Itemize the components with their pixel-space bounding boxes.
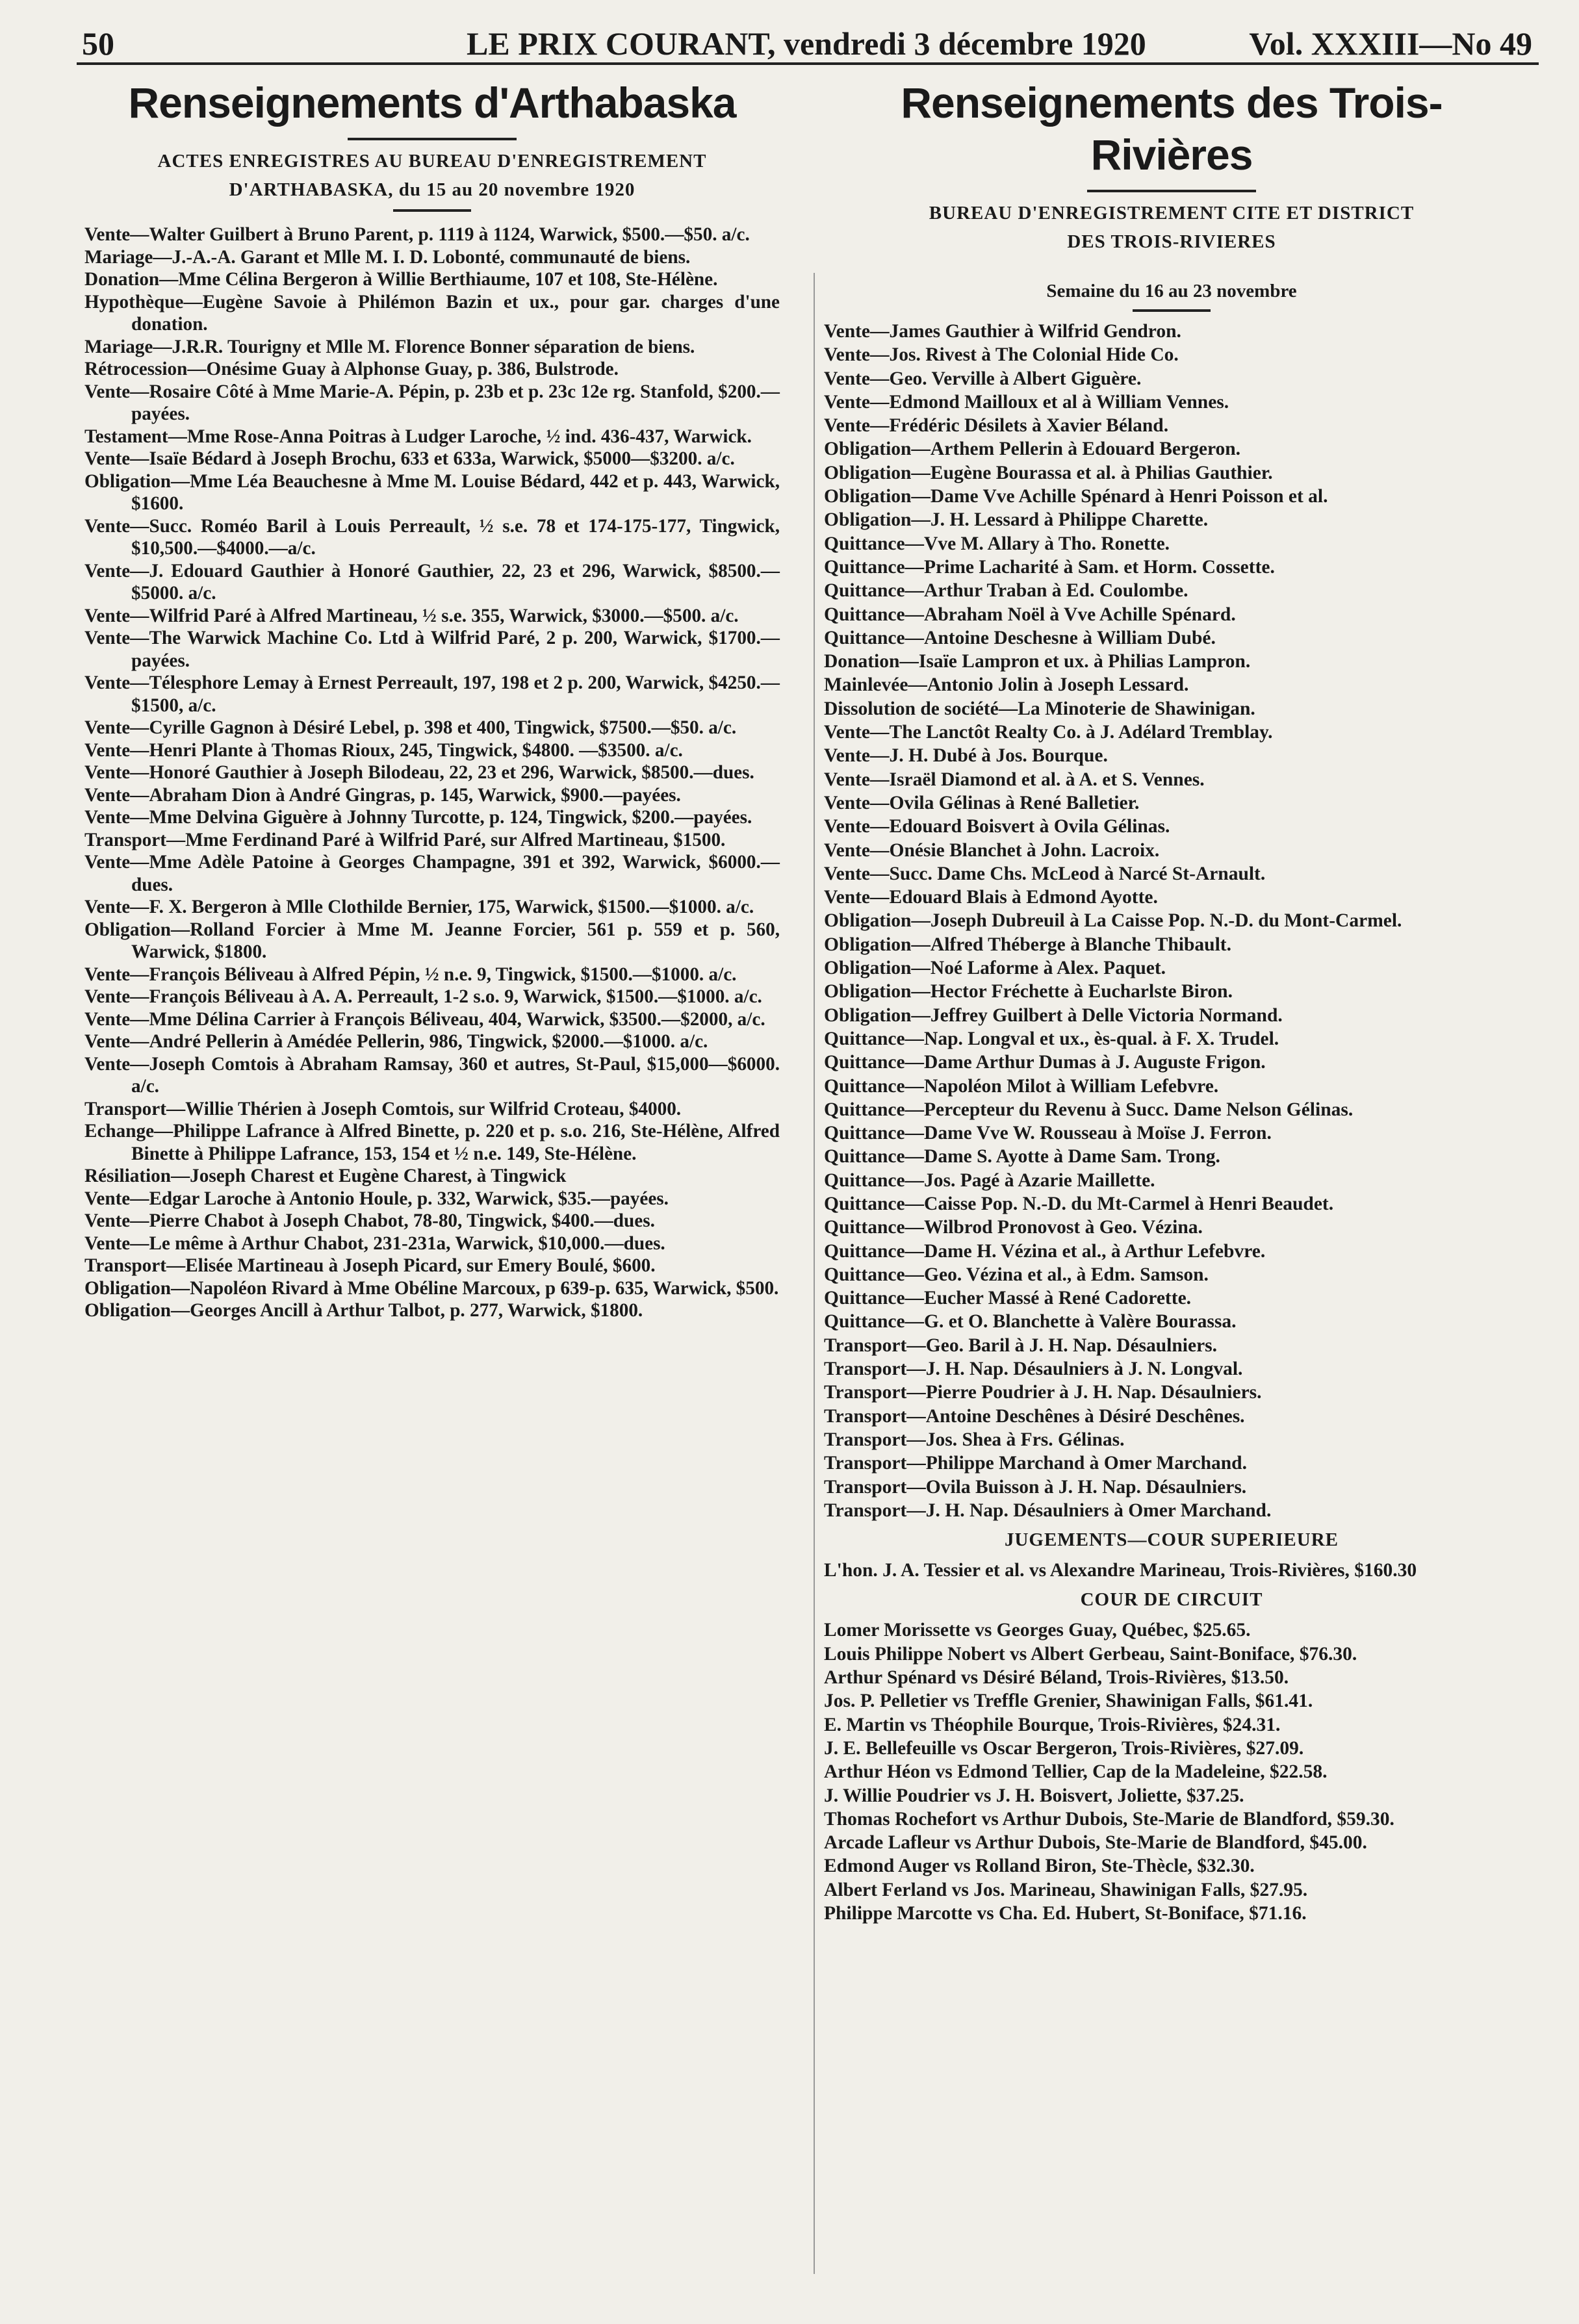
- list-item: Obligation—Mme Léa Beauchesne à Mme M. Louise Bédard, 442 et p. 443, Warwick, $1600.: [84, 470, 780, 514]
- list-item: Quittance—Dame Arthur Dumas à J. Auguste Frigon.: [824, 1052, 1266, 1073]
- list-item: Vente—J. H. Dubé à Jos. Bourque.: [824, 745, 1108, 767]
- list-item: Transport—Philippe Marchand à Omer Marchand.: [824, 1453, 1247, 1474]
- list-item: Vente—Israël Diamond et al. à A. et S. Vennes.: [824, 769, 1205, 790]
- list-item: Obligation—Joseph Dubreuil à La Caisse Pop. N.-D. du Mont-Carmel.: [824, 910, 1402, 932]
- list-item: Vente—The Lanctôt Realty Co. à J. Adélard Tremblay.: [824, 722, 1273, 743]
- volume-number: Vol. XXXIII—No 49: [1249, 25, 1532, 62]
- list-item: L'hon. J. A. Tessier et al. vs Alexandre Marineau, Trois-Rivières, $160.30: [824, 1560, 1417, 1581]
- list-item: Obligation—Arthem Pellerin à Edouard Bergeron.: [824, 439, 1241, 460]
- list-item: Vente—Jos. Rivest à The Colonial Hide Co.: [824, 344, 1179, 366]
- list-item: Quittance—Caisse Pop. N.-D. du Mt-Carmel à Henri Beaudet.: [824, 1193, 1334, 1214]
- list-item: Vente—F. X. Bergeron à Mlle Clothilde Bernier, 175, Warwick, $1500.—$1000. a/c.: [84, 897, 754, 917]
- list-item: Vente—James Gauthier à Wilfrid Gendron.: [824, 321, 1181, 342]
- list-item: Vente—Rosaire Côté à Mme Marie-A. Pépin, p. 23b et p. 23c 12e rg. Stanfold, $200.—payées.: [84, 381, 780, 424]
- list-item: Vente—Frédéric Désilets à Xavier Béland.: [824, 415, 1169, 437]
- list-item: Quittance—Dame H. Vézina et al., à Arthur Lefebvre.: [824, 1240, 1266, 1262]
- list-item: Vente—Mme Adèle Patoine à Georges Champagne, 391 et 392, Warwick, $6000.—dues.: [84, 852, 780, 895]
- list-item: Mariage—J.R.R. Tourigny et Mlle M. Florence Bonner séparation de biens.: [84, 336, 695, 357]
- list-item: Vente—Mme Délina Carrier à François Béliveau, 404, Warwick, $3500.—$2000, a/c.: [84, 1008, 765, 1030]
- list-item: Vente—Onésie Blanchet à John. Lacroix.: [824, 839, 1160, 861]
- list-item: Transport—Elisée Martineau à Joseph Picard, sur Emery Boulé, $600.: [84, 1255, 656, 1276]
- list-item: Quittance—Wilbrod Pronovost à Geo. Vézina.: [824, 1217, 1203, 1238]
- left-column-title: Renseignements d'Arthabaska: [128, 79, 736, 127]
- jugements-heading: JUGEMENTS—COUR SUPERIEURE: [1004, 1529, 1339, 1551]
- list-item: Quittance—Prime Lacharité à Sam. et Horm. Cossette.: [824, 556, 1275, 578]
- list-item: Lomer Morissette vs Georges Guay, Québec, $25.65.: [824, 1620, 1251, 1641]
- list-item: Hypothèque—Eugène Savoie à Philémon Bazin et ux., pour gar. charges d'une donation.: [84, 291, 780, 335]
- list-item: Quittance—Napoléon Milot à William Lefebvre.: [824, 1075, 1219, 1097]
- week-rule: [1133, 309, 1211, 312]
- list-item: Echange—Philippe Lafrance à Alfred Binette, p. 220 et p. s.o. 216, Ste-Hélène, Alfred Binette à Philippe Lafrance, 153, 154 et ½ n.e. 149, Ste-Hélène.: [84, 1121, 780, 1164]
- circuit-list: [824, 1618, 1519, 1925]
- list-item: Arthur Spénard vs Désiré Béland, Trois-Rivières, $13.50.: [824, 1667, 1289, 1689]
- list-item: Transport—Ovila Buisson à J. H. Nap. Désaulniers.: [824, 1476, 1247, 1498]
- list-item: Vente—Edmond Mailloux et al à William Vennes.: [824, 391, 1229, 413]
- list-item: Obligation—Dame Vve Achille Spénard à Henri Poisson et al.: [824, 486, 1328, 507]
- list-item: Quittance—Jos. Pagé à Azarie Maillette.: [824, 1169, 1155, 1191]
- list-item: Transport—Willie Thérien à Joseph Comtois, sur Wilfrid Croteau, $4000.: [84, 1098, 682, 1119]
- column-divider: [814, 273, 815, 2274]
- jugements-list: [824, 1559, 1519, 1582]
- list-item: Vente—Pierre Chabot à Joseph Chabot, 78-80, Tingwick, $400.—dues.: [84, 1210, 655, 1231]
- left-column: [84, 77, 780, 1322]
- left-subtitle-line2: D'ARTHABASKA, du 15 au 20 novembre 1920: [229, 179, 635, 200]
- list-item: Quittance—Arthur Traban à Ed. Coulombe.: [824, 580, 1188, 602]
- title-rule: [1087, 190, 1256, 192]
- list-item: Vente—André Pellerin à Amédée Pellerin, 986, Tingwick, $2000.—$1000. a/c.: [84, 1031, 708, 1052]
- list-item: Vente—Edgar Laroche à Antonio Houle, p. 332, Warwick, $35.—payées.: [84, 1188, 669, 1209]
- masthead: [77, 19, 1539, 65]
- subtitle-rule: [393, 209, 471, 212]
- page-number: 50: [82, 25, 114, 62]
- right-subtitle-line1: BUREAU D'ENREGISTREMENT CITE ET DISTRICT: [929, 203, 1415, 223]
- list-item: Vente—Honoré Gauthier à Joseph Bilodeau, 22, 23 et 296, Warwick, $8500.—dues.: [84, 762, 754, 783]
- list-item: Vente—Ovila Gélinas à René Balletier.: [824, 792, 1140, 813]
- list-item: Quittance—Abraham Noël à Vve Achille Spénard.: [824, 604, 1236, 625]
- list-item: Vente—Mme Delvina Giguère à Johnny Turcotte, p. 124, Tingwick, $200.—payées.: [84, 807, 752, 828]
- list-item: Vente—Isaïe Bédard à Joseph Brochu, 633 et 633a, Warwick, $5000—$3200. a/c.: [84, 448, 735, 469]
- list-item: Quittance—Dame Vve W. Rousseau à Moïse J. Ferron.: [824, 1123, 1272, 1144]
- list-item: E. Martin vs Théophile Bourque, Trois-Rivières, $24.31.: [824, 1714, 1281, 1735]
- title-rule: [348, 138, 517, 140]
- list-item: Obligation—Georges Ancill à Arthur Talbot, p. 277, Warwick, $1800.: [84, 1300, 643, 1321]
- list-item: Vente—Télesphore Lemay à Ernest Perreault, 197, 198 et 2 p. 200, Warwick, $4250.—$1500, a/c.: [84, 672, 780, 716]
- list-item: Résiliation—Joseph Charest et Eugène Charest, à Tingwick: [84, 1166, 567, 1186]
- list-item: Vente—Wilfrid Paré à Alfred Martineau, ½ s.e. 355, Warwick, $3000.—$500. a/c.: [84, 605, 739, 626]
- week-heading: Semaine du 16 au 23 novembre: [1046, 281, 1297, 301]
- list-item: Vente—Walter Guilbert à Bruno Parent, p. 1119 à 1124, Warwick, $500.—$50. a/c.: [84, 224, 750, 245]
- list-item: Philippe Marcotte vs Cha. Ed. Hubert, St-Boniface, $71.16.: [824, 1903, 1307, 1924]
- list-item: Obligation—Eugène Bourassa et al. à Philias Gauthier.: [824, 462, 1273, 483]
- list-item: Donation—Mme Célina Bergeron à Willie Berthiaume, 107 et 108, Ste-Hélène.: [84, 269, 718, 290]
- list-item: Vente—Joseph Comtois à Abraham Ramsay, 360 et autres, St-Paul, $15,000—$6000. a/c.: [84, 1053, 780, 1097]
- list-item: Quittance—Antoine Deschesne à William Dubé.: [824, 627, 1216, 648]
- list-item: Vente—The Warwick Machine Co. Ltd à Wilfrid Paré, 2 p. 200, Warwick, $1700.—payées.: [84, 628, 780, 671]
- list-item: Vente—Edouard Blais à Edmond Ayotte.: [824, 887, 1158, 908]
- left-subtitle-line1: ACTES ENREGISTRES AU BUREAU D'ENREGISTREMENT: [157, 151, 707, 172]
- list-item: Arcade Lafleur vs Arthur Dubois, Ste-Marie de Blandford, $45.00.: [824, 1832, 1367, 1854]
- list-item: Transport—J. H. Nap. Désaulniers à J. N. Longval.: [824, 1359, 1243, 1380]
- list-item: Rétrocession—Onésime Guay à Alphonse Guay, p. 386, Bulstrode.: [84, 359, 619, 379]
- list-item: Transport—J. H. Nap. Désaulniers à Omer Marchand.: [824, 1500, 1272, 1521]
- list-item: Quittance—Dame S. Ayotte à Dame Sam. Trong.: [824, 1146, 1220, 1168]
- list-item: Transport—Mme Ferdinand Paré à Wilfrid Paré, sur Alfred Martineau, $1500.: [84, 829, 726, 850]
- list-item: Transport—Pierre Poudrier à J. H. Nap. Désaulniers.: [824, 1382, 1262, 1403]
- list-item: Testament—Mme Rose-Anna Poitras à Ludger Laroche, ½ ind. 436-437, Warwick.: [84, 426, 752, 447]
- list-item: Obligation—J. H. Lessard à Philippe Charette.: [824, 509, 1209, 531]
- list-item: Vente—Geo. Verville à Albert Giguère.: [824, 368, 1142, 389]
- list-item: Mainlevée—Antonio Jolin à Joseph Lessard.: [824, 674, 1189, 696]
- circuit-heading: COUR DE CIRCUIT: [1080, 1589, 1263, 1611]
- list-item: Mariage—J.-A.-A. Garant et Mlle M. I. D. Lobonté, communauté de biens.: [84, 246, 691, 268]
- list-item: Obligation—Jeffrey Guilbert à Delle Victoria Normand.: [824, 1004, 1283, 1026]
- list-item: Transport—Geo. Baril à J. H. Nap. Désaulniers.: [824, 1334, 1218, 1356]
- masthead-title: LE PRIX COURANT, vendredi 3 décembre 1920: [467, 25, 1146, 62]
- list-item: Transport—Jos. Shea à Frs. Gélinas.: [824, 1429, 1125, 1450]
- list-item: Quittance—Vve M. Allary à Tho. Ronette.: [824, 533, 1170, 554]
- list-item: Thomas Rochefort vs Arthur Dubois, Ste-Marie de Blandford, $59.30.: [824, 1808, 1394, 1830]
- list-item: Arthur Héon vs Edmond Tellier, Cap de la Madeleine, $22.58.: [824, 1761, 1328, 1783]
- list-item: Obligation—Rolland Forcier à Mme M. Jeanne Forcier, 561 p. 559 et p. 560, Warwick, $1800.: [84, 919, 780, 962]
- list-item: Albert Ferland vs Jos. Marineau, Shawinigan Falls, $27.95.: [824, 1879, 1308, 1900]
- list-item: Vente—François Béliveau à Alfred Pépin, ½ n.e. 9, Tingwick, $1500.—$1000. a/c.: [84, 964, 737, 985]
- list-item: J. E. Bellefeuille vs Oscar Bergeron, Trois-Rivières, $27.09.: [824, 1737, 1304, 1759]
- list-item: Quittance—Nap. Longval et ux., ès-qual. à F. X. Trudel.: [824, 1028, 1279, 1049]
- right-column: [824, 77, 1519, 1925]
- list-item: Edmond Auger vs Rolland Biron, Ste-Thècle, $32.30.: [824, 1856, 1255, 1877]
- list-item: Vente—Edouard Boisvert à Ovila Gélinas.: [824, 816, 1170, 837]
- left-entries-list: [84, 223, 780, 1322]
- list-item: Quittance—Geo. Vézina et al., à Edm. Samson.: [824, 1264, 1209, 1285]
- right-column-title: Renseignements des Trois-Rivières: [901, 79, 1443, 179]
- right-subtitle-line2: DES TROIS-RIVIERES: [1067, 231, 1276, 252]
- list-item: Quittance—G. et O. Blanchette à Valère Bourassa.: [824, 1311, 1237, 1333]
- list-item: Obligation—Hector Fréchette à Eucharlste Biron.: [824, 981, 1233, 1002]
- list-item: Dissolution de société—La Minoterie de Shawinigan.: [824, 698, 1255, 719]
- right-entries-list: [824, 320, 1519, 1522]
- list-item: Transport—Antoine Deschênes à Désiré Deschênes.: [824, 1405, 1245, 1427]
- list-item: Louis Philippe Nobert vs Albert Gerbeau, Saint-Boniface, $76.30.: [824, 1643, 1357, 1665]
- list-item: Jos. P. Pelletier vs Treffle Grenier, Shawinigan Falls, $61.41.: [824, 1691, 1313, 1712]
- list-item: Vente—J. Edouard Gauthier à Honoré Gauthier, 22, 23 et 296, Warwick, $8500.—$5000. a/c.: [84, 560, 780, 604]
- list-item: Obligation—Noé Laforme à Alex. Paquet.: [824, 958, 1166, 979]
- list-item: Vente—Cyrille Gagnon à Désiré Lebel, p. 398 et 400, Tingwick, $7500.—$50. a/c.: [84, 717, 737, 738]
- list-item: Vente—Abraham Dion à André Gingras, p. 145, Warwick, $900.—payées.: [84, 784, 681, 806]
- list-item: Vente—Succ. Dame Chs. McLeod à Narcé St-Arnault.: [824, 863, 1266, 884]
- list-item: Vente—Succ. Roméo Baril à Louis Perreault, ½ s.e. 78 et 174-175-177, Tingwick, $10,500.—$4000.—a/c.: [84, 515, 780, 559]
- list-item: Vente—Le même à Arthur Chabot, 231-231a, Warwick, $10,000.—dues.: [84, 1232, 665, 1254]
- list-item: Vente—Henri Plante à Thomas Rioux, 245, Tingwick, $4800. —$3500. a/c.: [84, 739, 683, 761]
- list-item: Obligation—Napoléon Rivard à Mme Obéline Marcoux, p 639-p. 635, Warwick, $500.: [84, 1277, 779, 1299]
- list-item: Obligation—Alfred Théberge à Blanche Thibault.: [824, 934, 1231, 955]
- list-item: Quittance—Eucher Massé à René Cadorette.: [824, 1288, 1192, 1309]
- list-item: J. Willie Poudrier vs J. H. Boisvert, Joliette, $37.25.: [824, 1785, 1244, 1806]
- list-item: Vente—François Béliveau à A. A. Perreault, 1-2 s.o. 9, Warwick, $1500.—$1000. a/c.: [84, 986, 762, 1007]
- list-item: Donation—Isaïe Lampron et ux. à Philias Lampron.: [824, 651, 1251, 672]
- list-item: Quittance—Percepteur du Revenu à Succ. Dame Nelson Gélinas.: [824, 1099, 1354, 1120]
